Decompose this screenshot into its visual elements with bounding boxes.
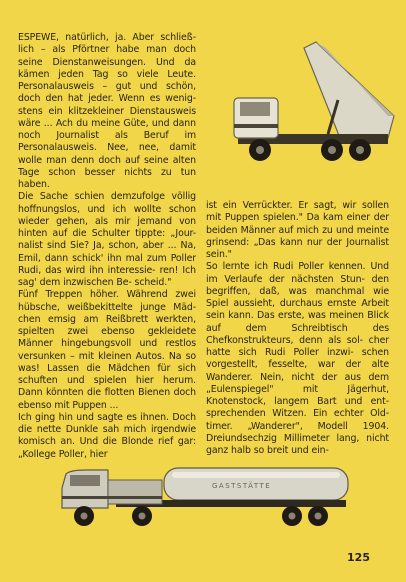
paragraph: So lernte ich Rudi Poller kennen. Und im Verlaufe der nächsten Stun- den begriffen, daß, was manchmal wie Spiel aussieht, durchaus ernste Arbeit sein kann. Das erste, was meinen Blick auf dem Schreibtisch des Chefkonstrukteurs, denn als sol- cher hatte sich Rudi Poller inzwi- schen vorgestellt, fesselte, war der alte Wanderer. Nein, nicht der aus dem „Eulenspiegel" mit Jägerhut, Knotenstock, langem Bart und ent- sprechenden Witzen. Ein echter Old- timer. „Wanderer", Modell 1904. Dreiundsechzig Millimeter lang, nicht ganz halb so breit und ein- <box>206 261 389 456</box>
paragraph: ESPEWE, natürlich, ja. Aber schließ- lich – als Pförtner habe man doch seine Dienstanweisungen. Und da kämen jeden Tag so viele Leute. Personalausweis – gut und schön, doch den hat jeder. Wenn es wenig- stens ein klitzekleiner Dienstausweis wäre ... Ach du meine Güte, und dann noch Journalist als Beruf im Personalausweis. Nee, nee, damit wolle man denn doch auf seine alten Tage schon besser nichts zu tun haben. <box>18 32 196 190</box>
paragraph: Fünf Treppen höher. Während zwei hübsche, weißbekittelte junge Mäd- chen emsig am Reißbrett werkten, spielten zwei ebenso gekleidete Männer hingebungsvoll und restlos versunken – mit kleinen Autos. Na so was! Lassen die Mädchen für sich schuften und spielen hier herum. Dann könnten die flotten Bienen doch ebenso mit Puppen ... <box>18 289 196 411</box>
trailer-hub-1 <box>289 513 296 520</box>
rear-hub <box>328 146 336 154</box>
dump-truck-model-photo <box>228 38 398 166</box>
trailer-hub-2 <box>315 513 322 520</box>
tractor-body <box>108 480 162 504</box>
text-column-right <box>206 200 389 457</box>
front-hub <box>81 513 88 520</box>
cab-window <box>240 102 270 116</box>
cab-window <box>70 475 100 486</box>
paragraph: Die Sache schien demzufolge völlig hoffnungslos, und ich wollte schon wieder gehen, als mir jemand von hinten auf die Schulter tippte: „Jour- nalist sind Sie? Ja, schon, aber ... Na, Emil, dann schick' ihn mal zum Poller Rudi, das wird ihn interessie- ren! Ich sag' dem inzwischen Be- scheid." <box>18 191 196 288</box>
tractor-stripe <box>62 496 162 499</box>
tanker-truck-model-photo <box>56 450 352 534</box>
drive-hub <box>139 513 146 520</box>
text-column-left <box>18 32 196 461</box>
tipper-body <box>304 42 394 138</box>
tank-highlight <box>172 472 340 478</box>
paragraph: Ich ging hin und sagte es ihnen. Doch die nette Dunkle sah mich irgendwie komisch an. Und die Blonde rief gar: „Kollege Poller, hier <box>18 411 196 460</box>
paragraph: ist ein Verrückter. Er sagt, wir sollen mit Puppen spielen." Da kam einer der beiden Männer auf mich zu und meinte grinsend: „Das kann nur der Journalist sein." <box>206 200 389 260</box>
page-number: 125 <box>347 551 370 564</box>
cab-stripe <box>234 124 278 128</box>
tank-lettering: GASTSTÄTTE <box>212 482 272 490</box>
rear-hub-2 <box>356 146 364 154</box>
front-hub <box>256 146 264 154</box>
